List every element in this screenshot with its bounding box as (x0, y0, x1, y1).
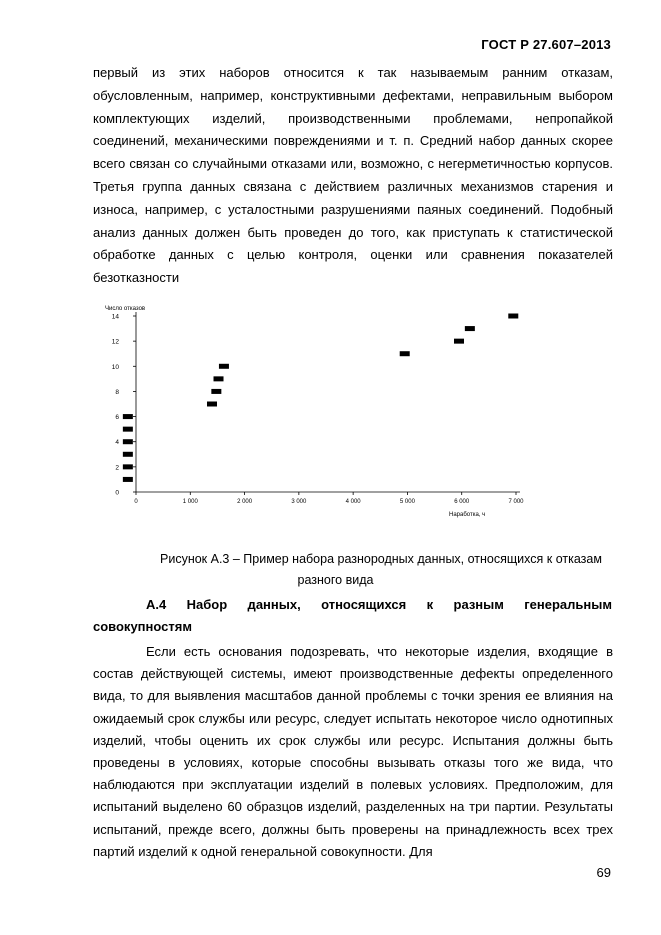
data-point (123, 427, 133, 432)
x-tick-label: 5 000 (399, 499, 415, 505)
y-tick-label: 8 (115, 388, 119, 396)
paragraph-population-testing: Если есть основания подозревать, что некоторые изделия, входящие в состав действующей системы, имеют производственные дефекты определенного вида, то для выявления масштабов данной проблемы с точки зрения ее влияния на ожидаемый срок службы или ресурс, следует испытать некоторое число однотипных изделий, чтобы оценить их срок службы или ресурс. Испытания должны быть проведены в условиях, которые способны вызывать отказы того же вида, что наблюдаются при эксплуатации изделий в полевых условиях. Предположим, для испытаний выделено 60 образцов изделий, разделенных на три партии. Результаты испытаний, прежде всего, должны быть проверены на принадлежность всех трех партий изделий к одной генеральной совокупности. Для (93, 644, 613, 859)
data-point (211, 389, 221, 394)
y-tick-label: 4 (115, 439, 119, 447)
y-axis-label: Число отказов (105, 306, 146, 312)
figure-caption-line2: разного вида (297, 573, 374, 587)
x-tick-label: 0 (134, 499, 138, 505)
y-tick-label: 2 (115, 464, 119, 472)
section-title-a4-continued: совокупностям (93, 619, 192, 634)
y-tick-label: 6 (115, 414, 119, 422)
y-tick-label: 10 (111, 363, 119, 371)
x-tick-label: 1 000 (182, 499, 198, 505)
x-axis-label: Наработка, ч (449, 512, 486, 518)
document-header: ГОСТ Р 27.607–2013 (481, 37, 611, 52)
failure-scatter-chart (100, 300, 540, 520)
section-title-a4: А.4 Набор данных, относящихся к разным генеральным (146, 597, 612, 612)
x-tick-label: 3 000 (291, 499, 307, 505)
y-tick-label: 0 (115, 489, 119, 497)
x-tick-label: 7 000 (508, 499, 524, 505)
data-point (123, 477, 133, 482)
x-tick-label: 6 000 (454, 499, 470, 505)
data-point (123, 439, 133, 444)
data-point (207, 402, 217, 407)
x-tick-label: 2 000 (237, 499, 253, 505)
paragraph-early-failures: первый из этих наборов относится к так называемым ранним отказам, обусловленным, например, конструктивными дефектами, неправильным выбором комплектующих изделий, производственными проблемами, непропайкой соединений, механическими повреждениями и т. п. Средний набор данных скорее всего связан со случайными отказами или, возможно, с негерметичностью корпусов. Третья группа данных связана с действием различных механизмов старения и износа, например, с усталостными разрушениями паяных соединений. Подобный анализ данных должен быть проведен до того, как приступать к статистической обработке данных с целью контроля, оценки или сравнения показателей безотказности (93, 65, 613, 286)
data-point (454, 339, 464, 344)
figure-caption-line1: Рисунок А.3 – Пример набора разнородных данных, относящихся к отказам (160, 552, 602, 566)
y-tick-label: 12 (111, 338, 119, 346)
data-point (400, 351, 410, 356)
y-tick-label: 14 (111, 313, 119, 321)
data-point (123, 414, 133, 419)
page-number: 69 (596, 865, 611, 880)
x-tick-label: 4 000 (345, 499, 361, 505)
data-point (465, 326, 475, 331)
data-point (219, 364, 229, 369)
data-point (508, 314, 518, 319)
data-point (214, 376, 224, 381)
data-point (123, 452, 133, 457)
data-point (123, 464, 133, 469)
